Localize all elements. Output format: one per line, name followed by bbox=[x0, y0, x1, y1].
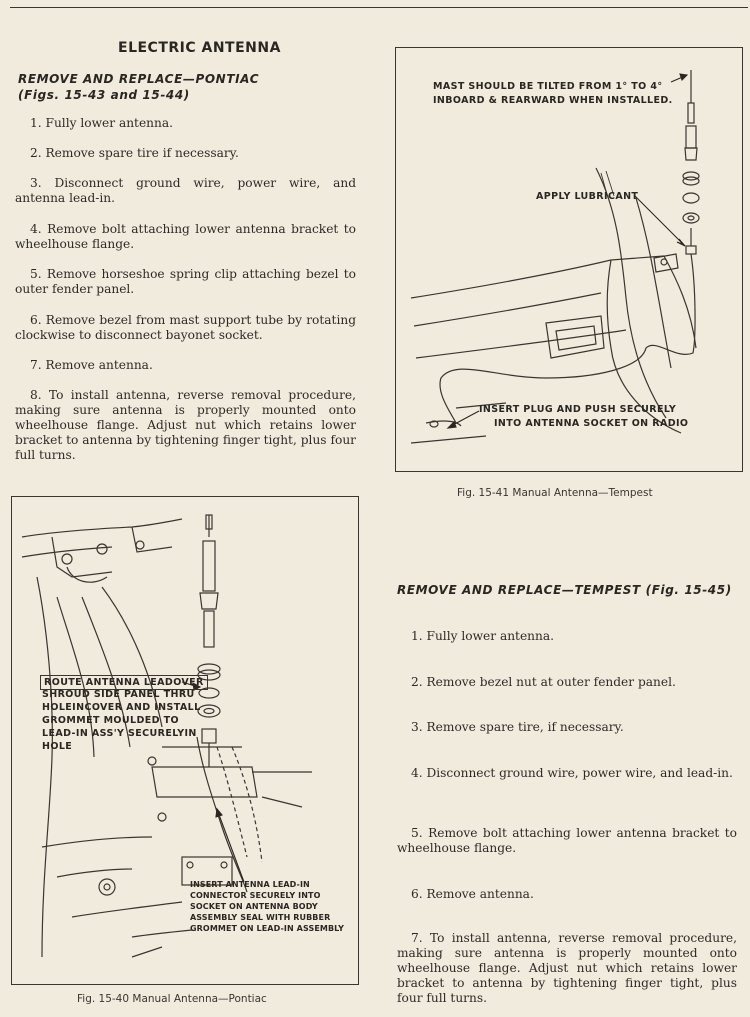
callout-mast-tilt-line2: INBOARD & REARWARD WHEN INSTALLED. bbox=[433, 95, 673, 106]
section-title: ELECTRIC ANTENNA bbox=[118, 40, 281, 56]
pontiac-step-7: 7. Remove antenna. bbox=[30, 358, 153, 372]
tempest-step-6: 6. Remove antenna. bbox=[411, 887, 534, 901]
callout-route-lead-line2: SHROUD SIDE PANEL THRU bbox=[42, 689, 195, 700]
pontiac-step-6: 6. Remove bezel from mast support tube by rotating clockwise to disconnect bayonet socket. bbox=[15, 313, 356, 342]
callout-route-lead-line1: ROUTE ANTENNA LEADOVER bbox=[40, 675, 208, 690]
tempest-step-7: 7. To install antenna, reverse removal procedure, making sure antenna is properly mounted onto wheelhouse flange. Adjust nut which retains lower bracket to antenna by tightening finger tight, plus four full turns. bbox=[397, 931, 737, 1005]
tempest-step-4: 4. Disconnect ground wire, power wire, and lead-in. bbox=[411, 766, 733, 780]
callout-apply-lubricant: APPLY LUBRICANT bbox=[536, 191, 639, 202]
figure-15-41 bbox=[395, 47, 743, 472]
callout-insert-lead-line1: INSERT ANTENNA LEAD-IN bbox=[190, 880, 310, 889]
callout-route-lead-line6: HOLE bbox=[42, 741, 73, 752]
callout-route-lead-line5: LEAD-IN ASS'Y SECURELYIN bbox=[42, 728, 197, 739]
tempest-step-3: 3. Remove spare tire, if necessary. bbox=[411, 720, 624, 734]
pontiac-fig-reference: (Figs. 15-43 and 15-44) bbox=[18, 88, 190, 102]
pontiac-subtitle: REMOVE AND REPLACE—PONTIAC bbox=[18, 72, 260, 86]
pontiac-step-2: 2. Remove spare tire if necessary. bbox=[30, 146, 239, 160]
tempest-step-1: 1. Fully lower antenna. bbox=[411, 629, 555, 643]
callout-insert-lead-line2: CONNECTOR SECURELY INTO bbox=[190, 891, 321, 900]
callout-insert-lead-line5: GROMMET ON LEAD-IN ASSEMBLY bbox=[190, 924, 344, 933]
figure-15-40 bbox=[11, 496, 359, 985]
callout-insert-plug-line2: INTO ANTENNA SOCKET ON RADIO bbox=[494, 418, 689, 429]
pontiac-step-4: 4. Remove bolt attaching lower antenna bracket to wheelhouse flange. bbox=[15, 222, 356, 251]
tempest-step-2: 2. Remove bezel nut at outer fender panel. bbox=[411, 675, 676, 689]
callout-insert-plug-line1: INSERT PLUG AND PUSH SECURELY bbox=[479, 404, 677, 415]
pontiac-step-3: 3. Disconnect ground wire, power wire, and antenna lead-in. bbox=[15, 176, 356, 205]
pontiac-step-1: 1. Fully lower antenna. bbox=[30, 116, 174, 130]
pontiac-step-8: 8. To install antenna, reverse removal procedure, making sure antenna is properly mounted onto wheelhouse flange. Adjust nut which retains lower bracket to antenna by tightening finger tight, plus four full turns. bbox=[15, 388, 356, 462]
callout-insert-lead-line4: ASSEMBLY SEAL WITH RUBBER bbox=[190, 913, 331, 922]
callout-route-lead-line3: HOLEINCOVER AND INSTALL bbox=[42, 702, 201, 713]
tempest-subtitle: REMOVE AND REPLACE—TEMPEST (Fig. 15-45) bbox=[397, 583, 732, 597]
callout-insert-lead-line3: SOCKET ON ANTENNA BODY bbox=[190, 902, 318, 911]
top-rule bbox=[10, 7, 748, 8]
caption-fig-15-41: Fig. 15-41 Manual Antenna—Tempest bbox=[457, 487, 653, 499]
caption-fig-15-40: Fig. 15-40 Manual Antenna—Pontiac bbox=[77, 993, 267, 1005]
tempest-step-5: 5. Remove bolt attaching lower antenna bracket to wheelhouse flange. bbox=[397, 826, 737, 855]
callout-route-lead-line4: GROMMET MOULDED TO bbox=[42, 715, 179, 726]
callout-mast-tilt-line1: MAST SHOULD BE TILTED FROM 1° TO 4° bbox=[433, 81, 663, 92]
pontiac-step-5: 5. Remove horseshoe spring clip attaching bezel to outer fender panel. bbox=[15, 267, 356, 296]
